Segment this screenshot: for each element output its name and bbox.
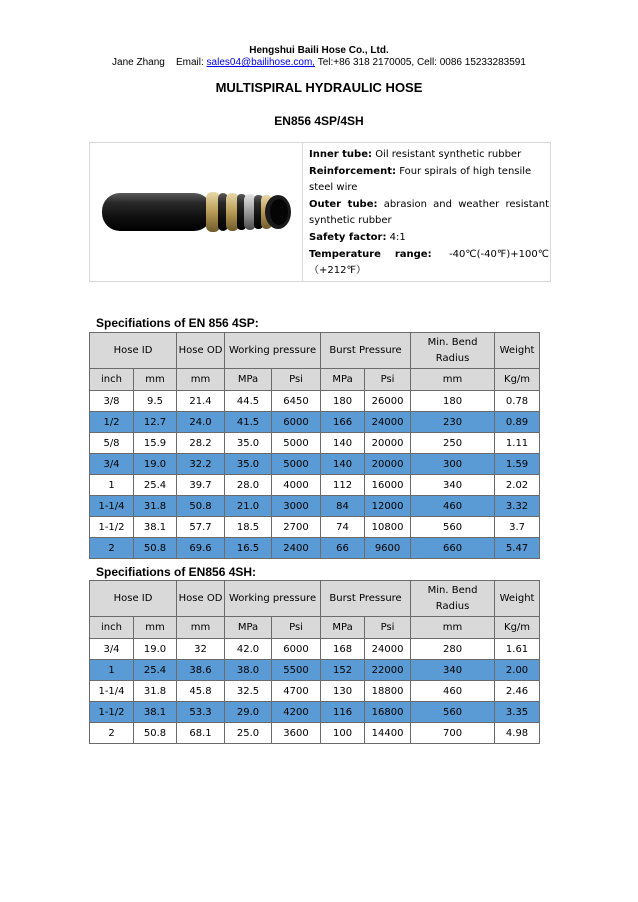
table-cell: 25.4	[134, 660, 177, 681]
outer-tube-label: Outer tube:	[309, 198, 378, 210]
table-cell: 250	[411, 433, 495, 454]
table-cell: 460	[411, 496, 495, 517]
reinforcement-label: Reinforcement:	[309, 165, 396, 177]
hose-image	[98, 183, 294, 239]
table-cell: 38.6	[177, 660, 225, 681]
table-cell: 1/2	[90, 412, 134, 433]
table-cell: 140	[321, 433, 365, 454]
table-cell: 3/4	[90, 454, 134, 475]
table-cell: 1.11	[495, 433, 540, 454]
table-row	[90, 702, 540, 723]
header-radius: Radius	[435, 600, 470, 612]
table-cell: 12000	[365, 496, 411, 517]
table-cell: 5/8	[90, 433, 134, 454]
table-cell: 32.2	[177, 454, 225, 475]
table-cell: 44.5	[225, 391, 272, 412]
temperature-label: Temperature range:	[309, 248, 432, 260]
table-cell: 230	[411, 412, 495, 433]
contact-prefix: Jane Zhang Email:	[112, 57, 207, 68]
table-cell: 300	[411, 454, 495, 475]
table-cell: 3/4	[90, 639, 134, 660]
table-cell: 66	[321, 538, 365, 559]
table-cell: 1-1/2	[90, 702, 134, 723]
unit-cell: mm	[177, 369, 225, 391]
table-cell: 53.3	[177, 702, 225, 723]
contact-line	[0, 57, 638, 68]
table-cell: 5000	[272, 454, 321, 475]
header-hose-id: Hose ID	[90, 333, 177, 369]
table-cell: 6000	[272, 639, 321, 660]
unit-cell: MPa	[321, 369, 365, 391]
table-cell: 9600	[365, 538, 411, 559]
table-cell: 16800	[365, 702, 411, 723]
header-min-bend: Min. Bend	[427, 584, 478, 596]
table-cell: 50.8	[134, 538, 177, 559]
table-cell: 57.7	[177, 517, 225, 538]
unit-cell: mm	[134, 369, 177, 391]
table-cell: 18.5	[225, 517, 272, 538]
header-min-bend-radius	[411, 581, 495, 617]
table-cell: 152	[321, 660, 365, 681]
table-cell: 700	[411, 723, 495, 744]
table-cell: 9.5	[134, 391, 177, 412]
table-cell: 10800	[365, 517, 411, 538]
reinforcement-value: Four spirals of high tensile steel wire	[309, 165, 532, 194]
table-cell: 24000	[365, 412, 411, 433]
table-cell: 1-1/4	[90, 681, 134, 702]
table-cell: 12.7	[134, 412, 177, 433]
table-cell: 4.98	[495, 723, 540, 744]
table-cell: 1	[90, 475, 134, 496]
safety-label: Safety factor:	[309, 231, 387, 243]
inner-tube-value: Oil resistant synthetic rubber	[375, 149, 522, 160]
table-row	[90, 660, 540, 681]
table-cell: 4200	[272, 702, 321, 723]
unit-cell: Psi	[365, 369, 411, 391]
spec-table-4sp	[89, 332, 540, 559]
table-cell: 1-1/4	[90, 496, 134, 517]
unit-cell: inch	[90, 617, 134, 639]
table-row	[90, 433, 540, 454]
header-weight: Weight	[495, 581, 540, 617]
table-cell: 0.89	[495, 412, 540, 433]
table-cell: 39.7	[177, 475, 225, 496]
table-cell: 1.59	[495, 454, 540, 475]
table-cell: 100	[321, 723, 365, 744]
table-cell: 18800	[365, 681, 411, 702]
header-hose-od: Hose OD	[177, 333, 225, 369]
table-cell: 24.0	[177, 412, 225, 433]
table-cell: 69.6	[177, 538, 225, 559]
table-cell: 280	[411, 639, 495, 660]
intro-text	[309, 147, 549, 280]
unit-cell: Kg/m	[495, 617, 540, 639]
table-cell: 2.46	[495, 681, 540, 702]
table-cell: 35.0	[225, 454, 272, 475]
table-cell: 14400	[365, 723, 411, 744]
table-row	[90, 496, 540, 517]
table-cell: 38.1	[134, 517, 177, 538]
table-cell: 19.0	[134, 454, 177, 475]
table-cell: 31.8	[134, 496, 177, 517]
table-cell: 74	[321, 517, 365, 538]
table-cell: 29.0	[225, 702, 272, 723]
safety-value: 4:1	[389, 231, 406, 243]
table-units-row	[90, 369, 540, 391]
table-cell: 26000	[365, 391, 411, 412]
email-link[interactable]: sales04@bailihose.com,	[206, 57, 316, 68]
header-burst-pressure: Burst Pressure	[321, 581, 411, 617]
table-cell: 116	[321, 702, 365, 723]
table-cell: 25.4	[134, 475, 177, 496]
temperature-value: -40℃(-40℉)+100℃	[449, 248, 549, 260]
unit-cell: MPa	[225, 369, 272, 391]
table-cell: 28.2	[177, 433, 225, 454]
header-min-bend: Min. Bend	[427, 336, 478, 348]
table-header-row	[90, 333, 540, 369]
table-cell: 50.8	[177, 496, 225, 517]
unit-cell: Psi	[365, 617, 411, 639]
table-cell: 6450	[272, 391, 321, 412]
table-cell: 20000	[365, 454, 411, 475]
table-cell: 3.32	[495, 496, 540, 517]
page-subtitle: EN856 4SP/4SH	[274, 114, 364, 128]
table-cell: 1	[90, 660, 134, 681]
header-weight: Weight	[495, 333, 540, 369]
unit-cell: MPa	[225, 617, 272, 639]
table-cell: 560	[411, 702, 495, 723]
product-intro-box	[89, 142, 551, 282]
safety-line	[309, 230, 549, 247]
table-cell: 140	[321, 454, 365, 475]
table-cell: 2.02	[495, 475, 540, 496]
table-row	[90, 454, 540, 475]
table-cell: 3000	[272, 496, 321, 517]
table-header-row	[90, 581, 540, 617]
reinforcement-line	[309, 164, 549, 197]
table-cell: 112	[321, 475, 365, 496]
temperature-line-2	[309, 263, 549, 280]
unit-cell: Psi	[272, 617, 321, 639]
table-cell: 2400	[272, 538, 321, 559]
inner-tube-label: Inner tube:	[309, 149, 372, 160]
outer-tube-line	[309, 197, 549, 230]
header-hose-id: Hose ID	[90, 581, 177, 617]
table-cell: 20000	[365, 433, 411, 454]
table-cell: 35.0	[225, 433, 272, 454]
table-cell: 3.7	[495, 517, 540, 538]
header-working-pressure: Working pressure	[225, 333, 321, 369]
header-radius: Radius	[435, 352, 470, 364]
table-cell: 2700	[272, 517, 321, 538]
table-cell: 168	[321, 639, 365, 660]
section-title-4sp: Specifiations of EN 856 4SP:	[96, 316, 259, 330]
header-working-pressure: Working pressure	[225, 581, 321, 617]
unit-cell: mm	[134, 617, 177, 639]
table-row	[90, 412, 540, 433]
table-cell: 22000	[365, 660, 411, 681]
table-cell: 6000	[272, 412, 321, 433]
table-cell: 2	[90, 723, 134, 744]
table-cell: 50.8	[134, 723, 177, 744]
unit-cell: inch	[90, 369, 134, 391]
unit-cell: Psi	[272, 369, 321, 391]
header-burst-pressure: Burst Pressure	[321, 333, 411, 369]
table-cell: 38.0	[225, 660, 272, 681]
table-cell: 15.9	[134, 433, 177, 454]
unit-cell: Kg/m	[495, 369, 540, 391]
table-cell: 5.47	[495, 538, 540, 559]
table-cell: 460	[411, 681, 495, 702]
table-cell: 166	[321, 412, 365, 433]
table-cell: 19.0	[134, 639, 177, 660]
table-cell: 84	[321, 496, 365, 517]
table-row	[90, 391, 540, 412]
company-name: Hengshui Baili Hose Co., Ltd.	[249, 45, 389, 56]
table-cell: 2.00	[495, 660, 540, 681]
table-cell: 42.0	[225, 639, 272, 660]
table-cell: 1-1/2	[90, 517, 134, 538]
table-cell: 24000	[365, 639, 411, 660]
table-cell: 560	[411, 517, 495, 538]
table-cell: 3600	[272, 723, 321, 744]
header-hose-od: Hose OD	[177, 581, 225, 617]
table-cell: 32.5	[225, 681, 272, 702]
temperature-value-2: （+212℉）	[309, 265, 366, 277]
table-cell: 16.5	[225, 538, 272, 559]
table-cell: 41.5	[225, 412, 272, 433]
table-cell: 68.1	[177, 723, 225, 744]
section-title-4sh: Specifiations of EN856 4SH:	[96, 565, 257, 579]
table-cell: 25.0	[225, 723, 272, 744]
table-row	[90, 475, 540, 496]
table-cell: 4000	[272, 475, 321, 496]
table-cell: 5000	[272, 433, 321, 454]
table-cell: 340	[411, 660, 495, 681]
table-cell: 0.78	[495, 391, 540, 412]
table-cell: 32	[177, 639, 225, 660]
table-cell: 3.35	[495, 702, 540, 723]
table-cell: 21.4	[177, 391, 225, 412]
page-title: MULTISPIRAL HYDRAULIC HOSE	[215, 80, 423, 95]
table-row	[90, 538, 540, 559]
table-cell: 340	[411, 475, 495, 496]
unit-cell: mm	[411, 369, 495, 391]
table-row	[90, 517, 540, 538]
outer-tube-value: abrasion and weather resistant synthetic rubber	[309, 198, 550, 227]
table-cell: 130	[321, 681, 365, 702]
table-cell: 180	[321, 391, 365, 412]
table-cell: 45.8	[177, 681, 225, 702]
temperature-line	[309, 247, 549, 264]
table-row	[90, 639, 540, 660]
contact-suffix: Tel:+86 318 2170005, Cell: 0086 15233283591	[315, 57, 526, 68]
table-cell: 3/8	[90, 391, 134, 412]
table-cell: 38.1	[134, 702, 177, 723]
table-cell: 1.61	[495, 639, 540, 660]
table-units-row	[90, 617, 540, 639]
header-min-bend-radius	[411, 333, 495, 369]
table-cell: 21.0	[225, 496, 272, 517]
table-cell: 660	[411, 538, 495, 559]
table-cell: 4700	[272, 681, 321, 702]
table-cell: 2	[90, 538, 134, 559]
table-cell: 5500	[272, 660, 321, 681]
table-cell: 180	[411, 391, 495, 412]
intro-divider	[302, 143, 303, 281]
spec-table-4sh	[89, 580, 540, 744]
table-cell: 28.0	[225, 475, 272, 496]
table-cell: 31.8	[134, 681, 177, 702]
inner-tube-line	[309, 147, 549, 164]
table-row	[90, 681, 540, 702]
table-cell: 16000	[365, 475, 411, 496]
unit-cell: MPa	[321, 617, 365, 639]
unit-cell: mm	[177, 617, 225, 639]
unit-cell: mm	[411, 617, 495, 639]
table-row	[90, 723, 540, 744]
